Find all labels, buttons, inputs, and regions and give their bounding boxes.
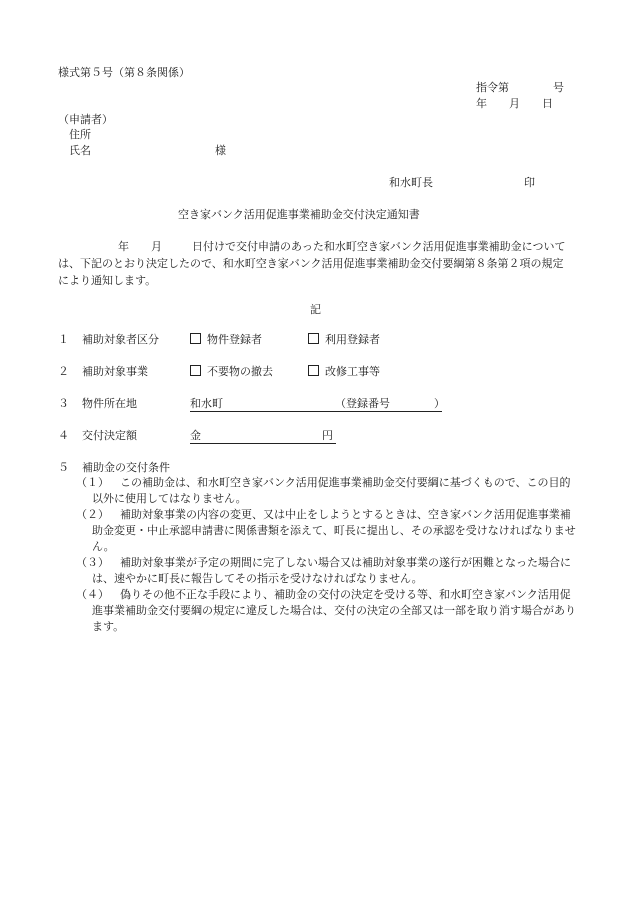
applicant-label: （申請者） xyxy=(58,113,113,126)
body-paragraph xyxy=(58,238,574,289)
item-label: 交付決定額 xyxy=(82,429,137,442)
name-label: 氏名 xyxy=(69,144,91,157)
form-number: 様式第５号（第８条関係） xyxy=(58,66,190,79)
item-property-location xyxy=(58,397,445,412)
address-label: 住所 xyxy=(69,128,91,141)
body-text: 日付けで交付申請のあった和水町空き家バンク活用促進事業補助金については、下記のとおり決定したので、和水町空き家バンク活用促進事業補助金交付要綱第８条第２項の規定により通知します。 xyxy=(58,240,566,287)
condition-item: （１） この補助金は、和水町空き家バンク活用促進事業補助金交付要綱に基づくもので、この目的以外に使用してはなりません。 xyxy=(76,476,571,505)
item-number: ２ xyxy=(58,365,69,378)
honorific: 様 xyxy=(215,144,226,157)
item-applicant-category xyxy=(58,333,426,347)
item-label: 補助対象者区分 xyxy=(82,333,159,346)
checkbox-icon[interactable] xyxy=(308,365,319,376)
condition-item: （２） 補助対象事業の内容の変更、又は中止をしようとするときは、空き家バンク活用促進事業補助金変更・中止承認申請書に関係書類を添えて、町長に提出し、その承認を受けなければなりません。 xyxy=(76,508,576,553)
item-number: ５ xyxy=(58,461,69,474)
option-removal[interactable]: 不要物の撤去 xyxy=(190,365,308,379)
option-user-registrant[interactable]: 利用登録者 xyxy=(308,333,426,347)
item-label: 物件所在地 xyxy=(82,397,137,410)
condition-item: （３） 補助対象事業が予定の期間に完了しない場合又は補助対象事業の遂行が困難となった場合には、速やかに町長に報告してその指示を受けなければなりません。 xyxy=(76,556,571,585)
location-field[interactable]: 和水町 （登録番号 ） xyxy=(190,397,445,410)
ki-heading: 記 xyxy=(310,303,321,316)
document-number: 指令第 号 xyxy=(476,81,564,94)
item-number: ４ xyxy=(58,429,69,442)
item-number: １ xyxy=(58,333,69,346)
body-date-fields: 年 月 xyxy=(118,240,162,253)
option-property-registrant[interactable]: 物件登録者 xyxy=(190,333,308,347)
conditions-heading: ５ 補助金の交付条件 xyxy=(58,461,170,474)
checkbox-icon[interactable] xyxy=(190,333,201,344)
document-title: 空き家バンク活用促進事業補助金交付決定通知書 xyxy=(178,208,420,221)
issue-date: 年 月 日 xyxy=(476,97,553,110)
condition-item: （４） 偽りその他不正な手段により、補助金の交付の決定を受ける等、和水町空き家バンク活用促進事業補助金交付要綱の規定に違反した場合は、交付の決定の全部又は一部を取り消す場合があります。 xyxy=(76,588,576,633)
item-project-type xyxy=(58,365,426,379)
seal-mark: 印 xyxy=(524,176,535,189)
item-number: ３ xyxy=(58,397,69,410)
item-label: 補助対象事業 xyxy=(82,365,148,378)
checkbox-icon[interactable] xyxy=(308,333,319,344)
issuer: 和水町長 xyxy=(389,176,433,189)
amount-field[interactable]: 金 円 xyxy=(190,429,336,444)
item-grant-amount xyxy=(58,429,336,444)
checkbox-icon[interactable] xyxy=(190,365,201,376)
option-renovation[interactable]: 改修工事等 xyxy=(308,365,426,379)
